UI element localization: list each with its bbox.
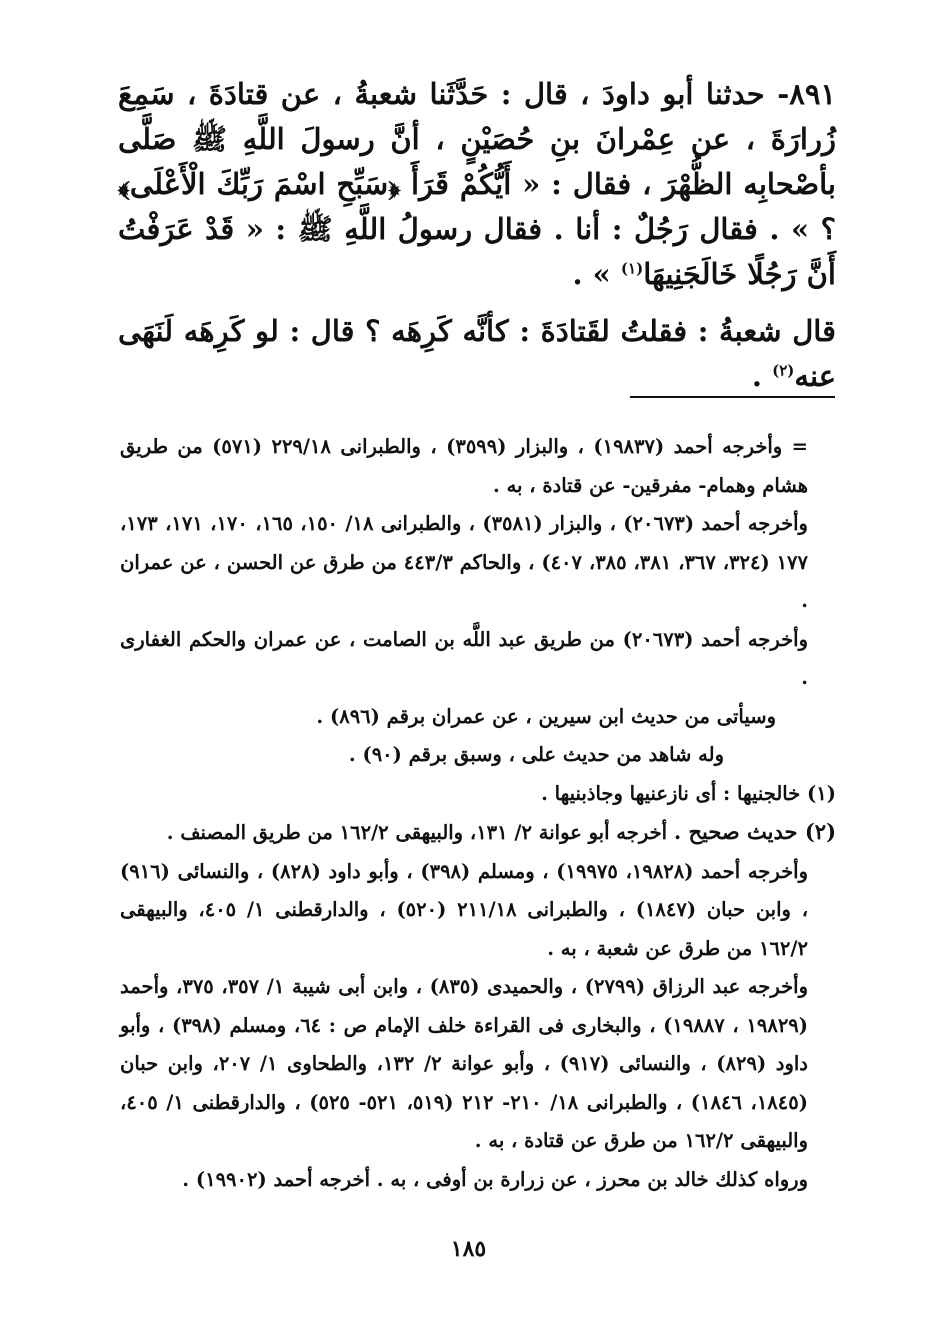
hadith-text-end: » .: [572, 257, 621, 291]
footnote-ref-2: (٢): [772, 361, 795, 380]
footnote-2: [120, 813, 836, 853]
footnote-paragraph: وأخرجه أحمد (٢٠٦٧٣) من طريق عبد اللَّه بن الصامت ، عن عمران والحكم الغفارى .: [120, 627, 808, 689]
footnote-paragraph: وسيأتى من حديث ابن سيرين ، عن عمران برقم (٨٩٦) .: [316, 704, 776, 728]
hadith-text: أبو داودَ ، قال : حَدَّثَنا شعبةُ ، عن قتادَةَ ، سَمِعَ زُرارَةَ ، عن عِمْرانَ بنِ حُصَيْنٍ ، أنَّ رسولَ اللَّهِ ﷺ صَلَّى بأصْحابِه الظُّهْرَ ، فقال : « أَيُّكُمْ قَرَأَ ﴿سَبِّحِ اسْمَ رَبِّكَ الْأَعْلَى﴾ ؟ » . فقال رَجُلٌ : أنا . فقال رسولُ اللَّهِ ﷺ : « قَدْ عَرَفْتُ أَنَّ رَجُلًا خَالَجَنِيهَا: [118, 77, 836, 291]
footnote-paragraph: وأخرجه أحمد (٢٠٦٧٣) ، والبزار (٣٥٨١) ، والطبرانى ١٨/ ١٥٠، ١٦٥، ١٧٠، ١٧١، ١٧٣، ١٧٧ (٣٢٤، ٣٦٧، ٣٨١، ٣٨٥، ٤٠٧) ، والحاكم ٤٤٣/٣ من طرق عن الحسن ، عن عمران .: [120, 512, 808, 612]
hadith-block: [118, 72, 836, 399]
hadith-lead: حدثنا: [705, 77, 765, 111]
footnote-paragraph: وأخرجه أحمد (١٩٨٢٨، ١٩٩٧٥) ، ومسلم (٣٩٨) ، وأبو داود (٨٢٨) ، والنسائى (٩١٦) ، وابن حبان (١٨٤٧) ، والطبرانى ٢١١/١٨ (٥٢٠) ، والدارقطنى ١/ ٤٠٥، والبيهقى ١٦٢/٢ من طرق عن شعبة ، به .: [120, 859, 809, 960]
hadith-number: ٨٩١-: [777, 77, 836, 111]
footnote-1: (١) خالجنيها : أى نازعنيها وجاذبنيها .: [541, 781, 836, 805]
footnote-separator: [630, 396, 835, 398]
footnote-paragraph: وأخرجه عبد الرزاق (٢٧٩٩) ، والحميدى (٨٣٥) ، وابن أبى شيبة ١/ ٣٥٧، ٣٧٥، وأحمد (١٩٨٢٩ ، ١٩٨٨٧) ، والبخارى فى القراءة خلف الإمام ص : ٦٤، ومسلم (٣٩٨) ، وأبو داود (٨٢٩) ، والنسائى (٩١٧) ، وأبو عوانة ٢/ ١٣٢، والطحاوى ١/ ٢٠٧، وابن حبان (١٨٤٥، ١٨٤٦) ، والطبرانى ١٨/ ٢١٠- ٢١٢ (٥١٩، ٥٢١- ٥٢٥) ، والدارقطنى ١/ ٤٠٥، والبيهقى ١٦٢/٢ من طرق عن قتادة ، به .: [120, 975, 809, 1152]
hadith-paragraph: [118, 72, 836, 297]
footnote-paragraph: ورواه كذلك خالد بن محرز ، عن زرارة بن أوفى ، به . أخرجه أحمد (١٩٩٠٢) .: [182, 1167, 808, 1191]
footnote-2-text: أخرجه أبو عوانة ٢/ ١٣١، والبيهقى ١٦٢/٢ من طريق المصنف .: [166, 821, 674, 844]
footnote-paragraph: وله شاهد من حديث على ، وسبق برقم (٩٠) .: [348, 743, 724, 766]
hadith-second-paragraph: [118, 309, 836, 399]
page-number: ١٨٥: [450, 1236, 487, 1262]
second-paragraph-text: قال شعبةُ : فقلتُ لقَتادَةَ : كأنَّه كَرِهَه ؟ قال : لو كَرِهَه لَنَهَى عنه: [118, 314, 836, 393]
footnotes: [120, 428, 836, 1199]
footnote-ref-1: (١): [620, 259, 644, 278]
footnote-2-lead: (٢) حديث صحيح .: [673, 819, 836, 844]
second-paragraph-end: .: [751, 359, 773, 393]
footnote-paragraph: = وأخرجه أحمد (١٩٨٣٧) ، والبزار (٣٥٩٩) ، والطبرانى ٢٢٩/١٨ (٥٧١) من طريق هشام وهمام- مفرقين- عن قتادة ، به .: [120, 435, 809, 497]
